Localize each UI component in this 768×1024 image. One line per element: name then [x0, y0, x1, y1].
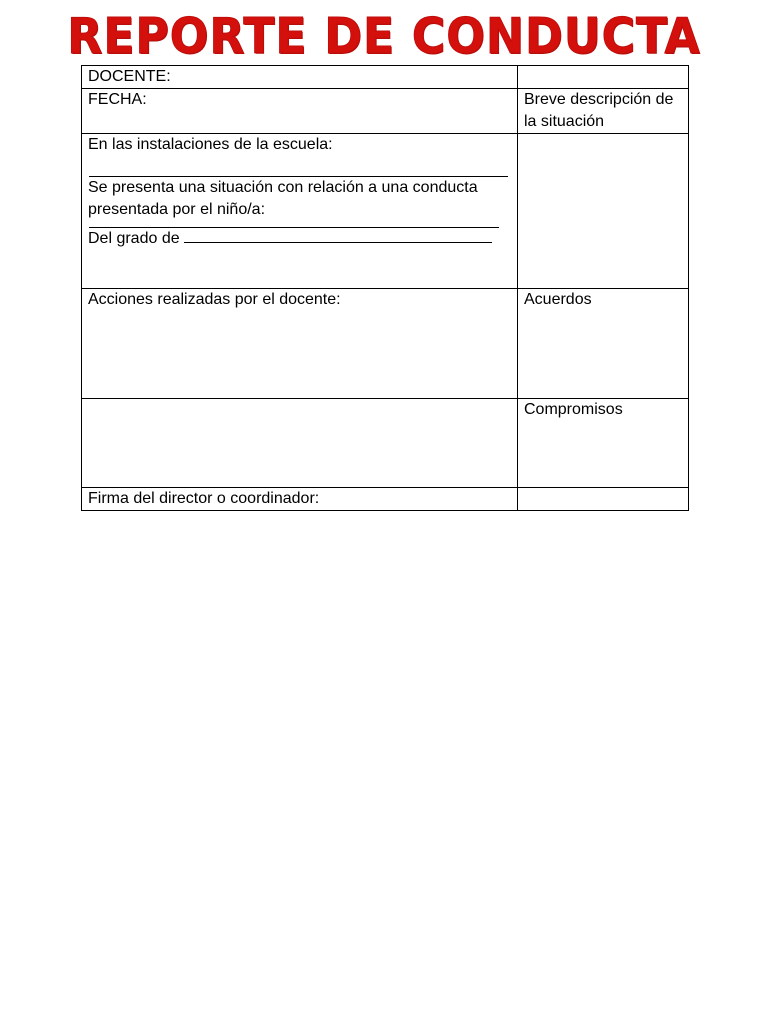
compromisos-cell[interactable]	[518, 399, 689, 488]
acuerdos-cell[interactable]	[518, 289, 689, 399]
grado-label: Del grado de	[88, 230, 180, 247]
docente-cell[interactable]	[82, 66, 518, 89]
row-firma	[82, 488, 689, 511]
row-acciones	[82, 289, 689, 399]
situacion-cell[interactable]	[82, 134, 518, 289]
firma-value-cell[interactable]	[518, 488, 689, 511]
row-situacion	[82, 134, 689, 289]
acciones-continued-cell[interactable]	[82, 399, 518, 488]
acciones-cell[interactable]	[82, 289, 518, 399]
acuerdos-label: Acuerdos	[524, 291, 592, 308]
firma-cell[interactable]	[82, 488, 518, 511]
docente-value-cell[interactable]	[518, 66, 689, 89]
grado-row	[88, 228, 511, 250]
descripcion-label: Breve descripción de la situación	[524, 91, 674, 130]
fecha-label: FECHA:	[88, 91, 147, 108]
grado-blank-line[interactable]	[184, 228, 492, 243]
row-compromisos	[82, 399, 689, 488]
conduct-report-table	[81, 65, 689, 511]
firma-label: Firma del director o coordinador:	[88, 490, 320, 507]
compromisos-label: Compromisos	[524, 401, 623, 418]
instalaciones-label: En las instalaciones de la escuela:	[88, 136, 333, 153]
report-title: REPORTE DE CONDUCTA	[67, 8, 701, 65]
descripcion-value-cell[interactable]	[518, 134, 689, 289]
docente-label: DOCENTE:	[88, 68, 171, 85]
acciones-label: Acciones realizadas por el docente:	[88, 291, 341, 308]
row-docente	[82, 66, 689, 89]
situacion-text: Se presenta una situación con relación a una conducta presentada por el niño/a:	[88, 179, 478, 218]
row-fecha	[82, 89, 689, 134]
descripcion-header-cell	[518, 89, 689, 134]
fecha-cell[interactable]	[82, 89, 518, 134]
